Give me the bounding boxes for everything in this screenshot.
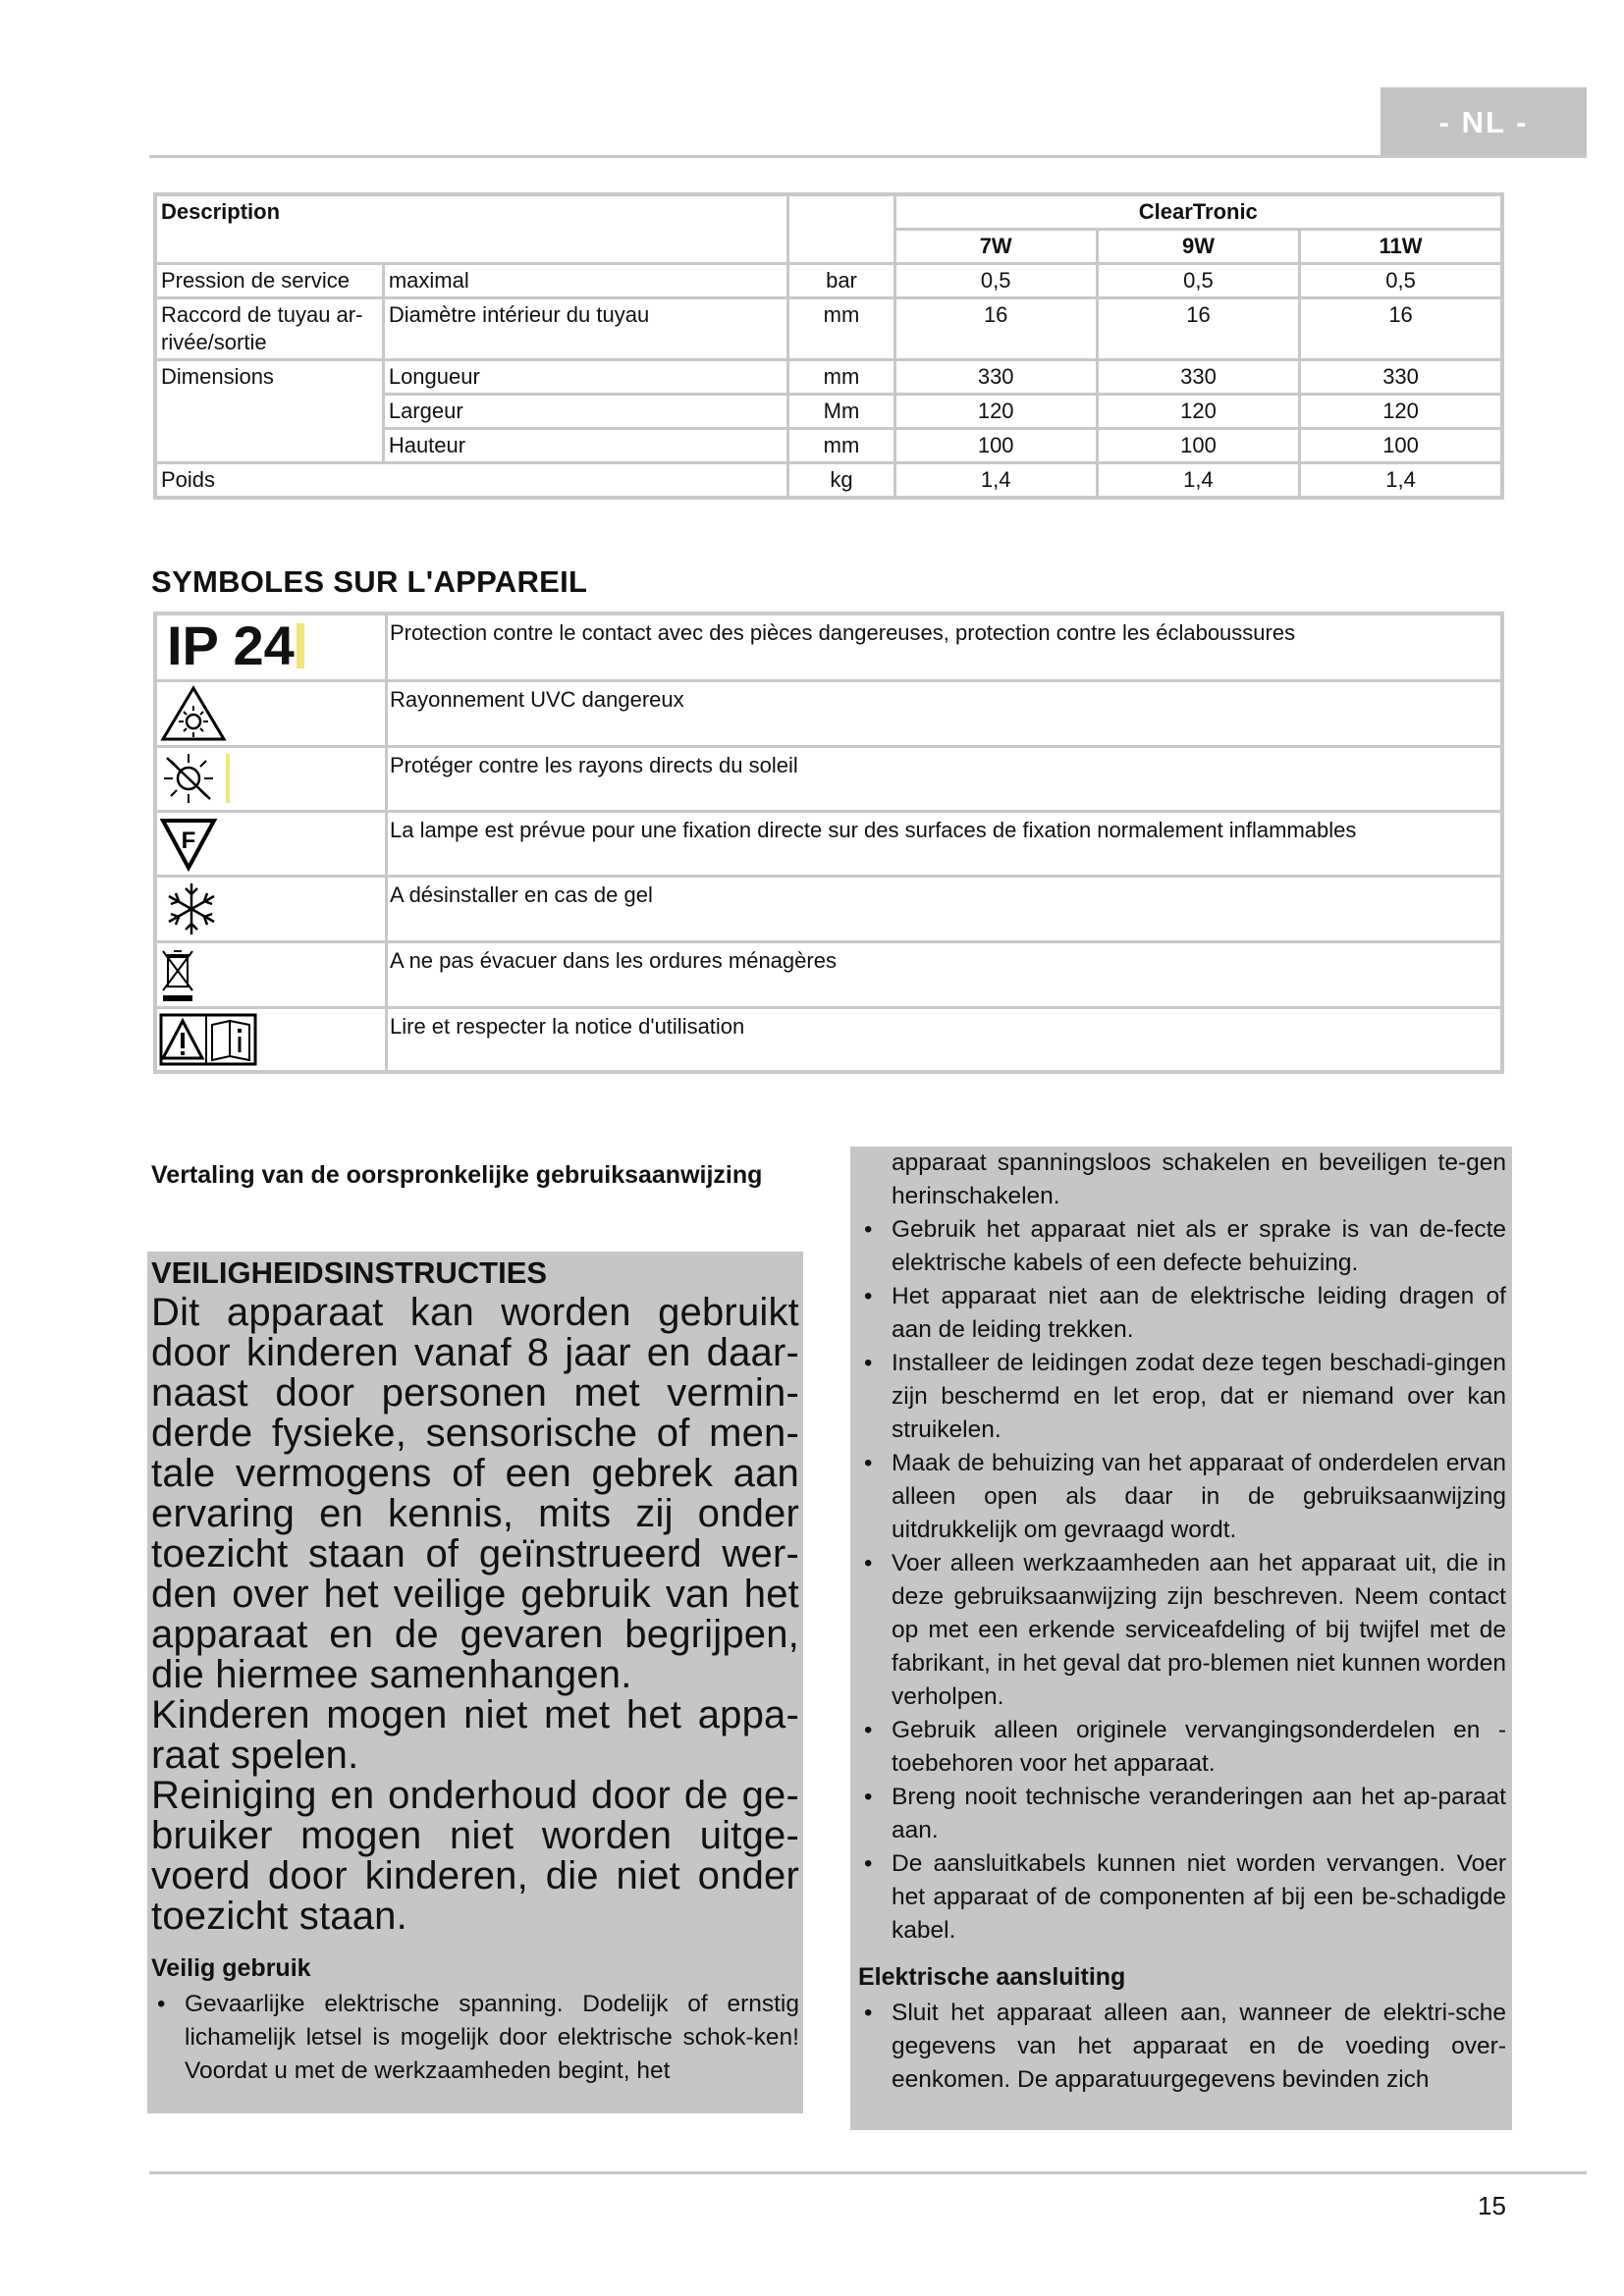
- safe-use-heading: Veilig gebruik: [151, 1954, 311, 1982]
- list-item: • Gevaarlijke elektrische spanning. Dodelijk of ernstig lichamelijk letsel is mogelijk door elektrische schok-ken! Voordat u met de werkzaamheden begint, het: [151, 1988, 799, 2088]
- highlight-mark: [226, 754, 230, 803]
- spec-table: [153, 192, 1504, 500]
- symbol-row: [155, 811, 1502, 876]
- symbol-row: [155, 746, 1502, 811]
- symbol-row: [155, 941, 1502, 1007]
- spec-label: Dimensions: [155, 360, 383, 463]
- spec-unit: bar: [788, 264, 894, 298]
- spec-sub: maximal: [383, 264, 788, 298]
- safe-use-list: [151, 1988, 799, 2088]
- read-manual-icon: [155, 1007, 387, 1072]
- spec-label: Raccord de tuyau ar-rivée/sortie: [155, 298, 383, 360]
- electrical-heading: Elektrische aansluiting: [858, 1963, 1126, 1991]
- model-11w: 11W: [1300, 230, 1502, 264]
- f-mark-icon: [155, 811, 387, 876]
- symbol-row: [155, 614, 1502, 680]
- header-divider: [149, 155, 1587, 158]
- symbol-text: Lire et respecter la notice d'utilisation: [387, 1007, 1503, 1072]
- symbols-table: [153, 612, 1504, 1074]
- language-tab: - NL -: [1380, 87, 1587, 158]
- safety-box: [147, 1252, 803, 2113]
- spec-value: 120: [1097, 395, 1299, 429]
- spec-head-description: Description: [155, 194, 788, 264]
- svg-text:F: F: [181, 827, 196, 854]
- list-item: • Installeer de leidingen zodat deze tegen beschadi-gingen zijn beschermd en let erop, dat er niemand over kan struikelen.: [858, 1347, 1506, 1447]
- translation-heading: Vertaling van de oorspronkelijke gebruiksaanwijzing: [151, 1161, 763, 1189]
- list-item: • Sluit het apparaat alleen aan, wanneer de elektri-sche gegevens van het apparaat en de voeding over-eenkomen. De apparatuurgegevens bevinden zich: [858, 1997, 1506, 2097]
- spec-value: 100: [1097, 429, 1299, 463]
- ip24-icon: [155, 614, 387, 680]
- list-item: • Gebruik het apparaat niet als er sprake is van de-fecte elektrische kabels of een defecte behuizing.: [858, 1213, 1506, 1280]
- list-item: • Maak de behuizing van het apparaat of onderdelen ervan alleen open als daar in de gebruiksaanwijzing uitdrukkelijk om gevraagd wordt.: [858, 1447, 1506, 1547]
- safety-paragraph: Reiniging en onderhoud door de ge-bruiker mogen niet worden uitge-voerd door kinderen, die niet onder toezicht staan.: [151, 1774, 799, 1938]
- spec-value: 1,4: [894, 463, 1097, 499]
- symbol-text: A désinstaller en cas de gel: [387, 876, 1503, 941]
- safety-paragraph: Kinderen mogen niet met het appa-raat spelen.: [151, 1693, 799, 1777]
- page-number: 15: [1478, 2191, 1506, 2220]
- spec-value: 0,5: [1097, 264, 1299, 298]
- frost-icon: [155, 876, 387, 941]
- symbol-row: [155, 1007, 1502, 1072]
- spec-row: [155, 463, 1502, 499]
- spec-value: 330: [1300, 360, 1502, 395]
- spec-sub: Diamètre intérieur du tuyau: [383, 298, 788, 360]
- spec-sub: Longueur: [383, 360, 788, 395]
- symbol-text: Protéger contre les rayons directs du soleil: [387, 746, 1503, 811]
- safety-box-continued: [850, 1147, 1512, 2130]
- spec-unit: Mm: [788, 395, 894, 429]
- continuation-text: apparaat spanningsloos schakelen en beveiligen te-gen herinschakelen.: [892, 1149, 1506, 1209]
- spec-value: 100: [1300, 429, 1502, 463]
- spec-value: 16: [1097, 298, 1299, 360]
- electrical-list: [858, 1997, 1506, 2097]
- spec-header-row: [155, 194, 1502, 230]
- spec-unit: mm: [788, 298, 894, 360]
- crossed-bin-icon: [155, 941, 387, 1007]
- list-item: • De aansluitkabels kunnen niet worden vervangen. Voer het apparaat of de componenten af bij een be-schadigde kabel.: [858, 1847, 1506, 1948]
- spec-value: 330: [1097, 360, 1299, 395]
- model-9w: 9W: [1097, 230, 1299, 264]
- symbols-heading: SYMBOLES SUR L'APPAREIL: [151, 564, 588, 599]
- symbol-text: Protection contre le contact avec des pièces dangereuses, protection contre les éclaboussures: [387, 614, 1503, 680]
- symbol-row: [155, 680, 1502, 746]
- spec-unit: kg: [788, 463, 894, 499]
- spec-value: 330: [894, 360, 1097, 395]
- highlight-mark: [297, 623, 304, 668]
- list-item: • Voer alleen werkzaamheden aan het apparaat uit, die in deze gebruiksaanwijzing zijn beschreven. Neem contact op met een erkende serviceafdeling of bij twijfel met de fabrikant, in het geval dat pro-blemen niet kunnen worden verholpen.: [858, 1547, 1506, 1714]
- model-7w: 7W: [894, 230, 1097, 264]
- safety-heading: VEILIGHEIDSINSTRUCTIES: [151, 1255, 548, 1290]
- spec-sub: Largeur: [383, 395, 788, 429]
- uvc-warning-icon: [155, 680, 387, 746]
- footer-divider: [149, 2171, 1587, 2174]
- sun-protection-icon: [155, 746, 387, 811]
- spec-head-unit: [788, 194, 894, 264]
- safety-list: [858, 1213, 1506, 1948]
- symbol-text: A ne pas évacuer dans les ordures ménagères: [387, 941, 1503, 1007]
- spec-value: 16: [894, 298, 1097, 360]
- spec-value: 100: [894, 429, 1097, 463]
- spec-head-product: ClearTronic: [894, 194, 1502, 230]
- list-item: • Het apparaat niet aan de elektrische leiding dragen of aan de leiding trekken.: [858, 1280, 1506, 1347]
- spec-label: Pression de service: [155, 264, 383, 298]
- safety-paragraph: Dit apparaat kan worden gebruikt door kinderen vanaf 8 jaar en daar-naast door personen met vermin-derde fysieke, sensorische of men-tale vermogens of een gebrek aan ervaring en kennis, mits zij onder toezicht staan of geïnstrueerd wer-den over het veilige gebruik van het apparaat en de gevaren begrijpen, die hiermee samenhangen.: [151, 1291, 799, 1696]
- list-item: • Breng nooit technische veranderingen aan het ap-paraat aan.: [858, 1781, 1506, 1847]
- spec-value: 16: [1300, 298, 1502, 360]
- spec-row: [155, 360, 1502, 395]
- list-item: • Gebruik alleen originele vervangingsonderdelen en -toebehoren voor het apparaat.: [858, 1714, 1506, 1781]
- spec-value: 120: [1300, 395, 1502, 429]
- spec-unit: mm: [788, 360, 894, 395]
- spec-value: 1,4: [1300, 463, 1502, 499]
- spec-unit: mm: [788, 429, 894, 463]
- symbol-text: Rayonnement UVC dangereux: [387, 680, 1503, 746]
- spec-label: Poids: [155, 463, 788, 499]
- spec-row: [155, 264, 1502, 298]
- spec-row: [155, 298, 1502, 360]
- ip24-label: IP 24: [167, 614, 295, 676]
- symbol-row: [155, 876, 1502, 941]
- spec-value: 0,5: [1300, 264, 1502, 298]
- spec-sub: Hauteur: [383, 429, 788, 463]
- spec-value: 0,5: [894, 264, 1097, 298]
- spec-value: 120: [894, 395, 1097, 429]
- spec-value: 1,4: [1097, 463, 1299, 499]
- symbol-text: La lampe est prévue pour une fixation directe sur des surfaces de fixation normalement inflammables: [387, 811, 1503, 876]
